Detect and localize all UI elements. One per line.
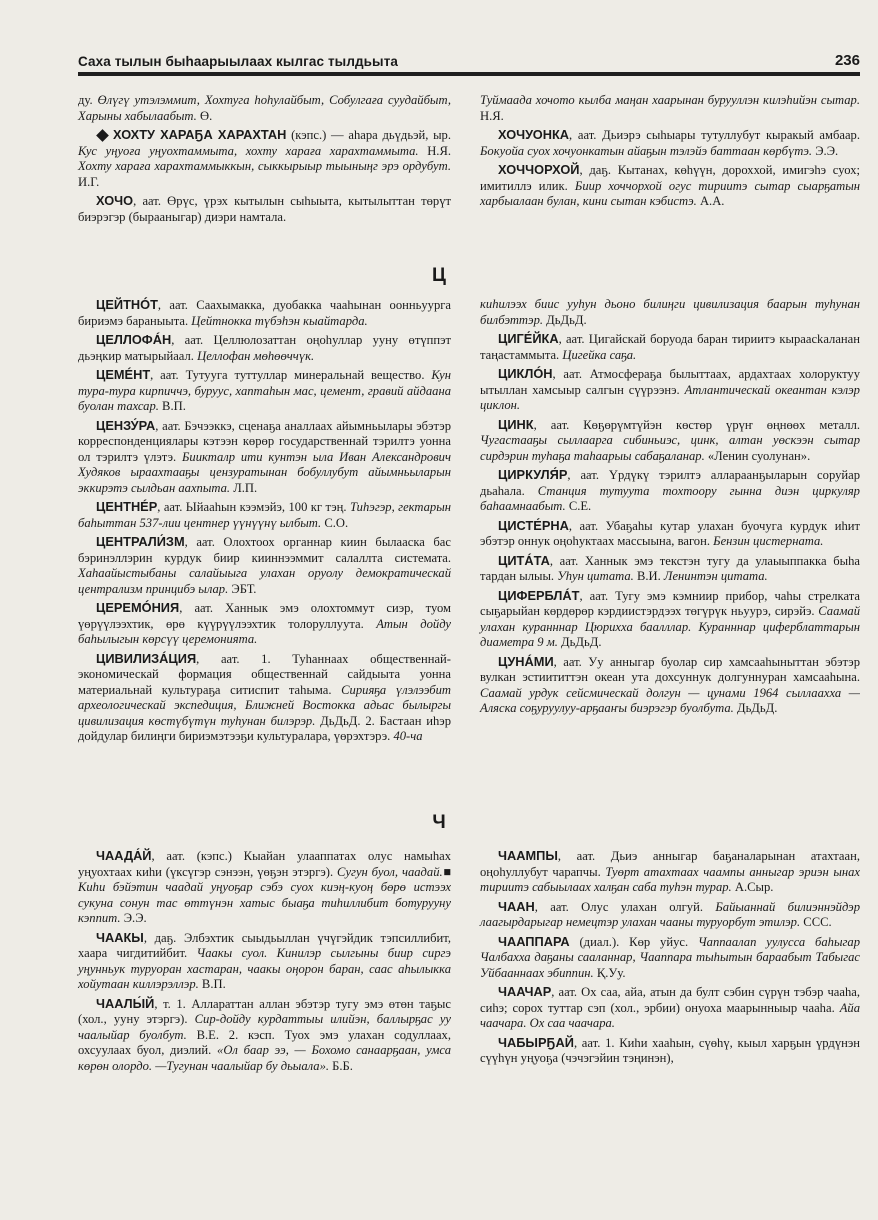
entry-example: Цейтнокка түбэhэн кыайтарда. bbox=[191, 313, 368, 328]
entry-grammar: , аат. bbox=[179, 601, 214, 615]
entry-definition: Көр уйус. bbox=[619, 934, 698, 949]
dictionary-entry bbox=[480, 127, 860, 159]
entry-example: Чаппаалап уулусса баhыгар Чалбахха даҕаны сааланнар, Чааппара тыhытын барaабыт Табыгас Уйбааннаах эбиппин. bbox=[480, 934, 860, 980]
entry-example: Чугастааҕы сыллаарга сибиньиэс, цинк, алтан уөскээн сытар сирдэрин туhаҕа таhаарыы сабаҕаланар. bbox=[480, 433, 860, 463]
entry-definition: Олус улахан олгуй. bbox=[568, 899, 716, 914]
entry-source: ДьДьД. bbox=[543, 312, 587, 327]
entry-source: В.И. bbox=[633, 569, 664, 583]
entry-example: Атын дойду баhылыгын көрсүү церемонията. bbox=[78, 616, 451, 646]
dictionary-entry bbox=[78, 499, 451, 531]
entry-grammar: , даҕ. bbox=[579, 163, 612, 177]
entry-example: Туөрт атахтаах чаампы анныгар эриэн ынах тириитэ сабыылаах халҕан саба туhэн турар. bbox=[480, 864, 860, 894]
dictionary-entry bbox=[78, 367, 451, 415]
entry-example: Биир хоччорхой огус тириитэ сытар сыарҕатын харбыалаан булан, кини сытан кэбистэ. bbox=[480, 178, 861, 208]
entry-grammar: , аат. bbox=[133, 194, 161, 208]
entry-example: Айа чаачара. Ох саа чаачара. bbox=[480, 1000, 860, 1030]
entry-definition: Саахымакка, дуобакка чааhынан оонньуурга бириэмэ бараныыта. bbox=[78, 298, 452, 328]
running-title: Саха тылын быһаарыылаах кылгас тылдьыта bbox=[78, 54, 399, 69]
dictionary-entry bbox=[480, 553, 860, 585]
dictionary-entry bbox=[78, 651, 451, 745]
entry-example: Атлантическай океантан кэлэр циклон. bbox=[480, 382, 860, 412]
entry-example: Станция тутуута тохтоору гынна диэн циркуляр баhаамнаабыт. bbox=[480, 483, 860, 513]
entry-source: Қ.Уу. bbox=[593, 965, 626, 980]
dictionary-entry bbox=[480, 297, 860, 328]
entry-example: Кун тура-тура кирпиччэ, бурууc, хаптаhын мас, цемент, гравий айдаана буолан тахсар. bbox=[78, 368, 452, 413]
entry-example: Байыаннай билиэннэйдэр лаагырдарыгар немецтэр улахан чааны туруорбут этилэр. bbox=[480, 899, 861, 929]
dictionary-entry bbox=[480, 417, 860, 465]
entry-headword: ЧААМПЫ bbox=[498, 848, 558, 863]
entry-source: А.А. bbox=[696, 194, 725, 208]
entry-headword: ЦЕНТНÉР bbox=[96, 499, 158, 514]
entry-definition: Целлюлозаттан оңоhуллар ууну өтүппэт дьэңкир матырыйаал. bbox=[78, 333, 452, 363]
entry-source: ДьДьД. bbox=[315, 713, 366, 728]
entry-headword: ЦЕНТРАЛИ́ЗМ bbox=[96, 534, 185, 549]
entry-source: ЭБТ. bbox=[228, 581, 257, 596]
dictionary-entry bbox=[78, 127, 451, 190]
entry-definition: Олохтоох органнар киин былааска бас бэринэллэрин курдук биир кииннээммит салаллта систематa. bbox=[78, 535, 451, 565]
entry-definition: Өрүс, үрэх кытылын сыhыыта, кытылыттан төрүт биэрэгэр (бырааныгар) диэри намтала. bbox=[78, 194, 451, 224]
dictionary-entry bbox=[480, 467, 860, 515]
entry-grammar: , аат. bbox=[196, 651, 240, 666]
entry-grammar: , аат. bbox=[553, 654, 582, 669]
entry-source: Н.Я. bbox=[480, 108, 504, 123]
block3-left-column bbox=[78, 848, 451, 1077]
entry-source: А.Сыр. bbox=[731, 880, 774, 894]
entry-grammar: , аат. bbox=[579, 588, 609, 603]
entry-source: Л.П. bbox=[230, 480, 258, 495]
entry-source: Э.Э. bbox=[120, 911, 147, 925]
entry-source: Н.Я. bbox=[418, 143, 451, 158]
entry-headword: ЧААЧАР bbox=[498, 984, 552, 999]
entry-definition: Дьиэ анныгар баҕаналарынан атахтаан, оңоhуллубут чарапчы. bbox=[480, 849, 860, 879]
dictionary-entry bbox=[78, 600, 451, 648]
square-bullet-icon: ■ bbox=[442, 864, 452, 879]
header-rule bbox=[78, 72, 860, 76]
entry-grammar: , аат. bbox=[157, 298, 188, 312]
entry-example: Сугун буол, чаадай. bbox=[337, 864, 443, 879]
entry-headword: ХОЧЧОРХОЙ bbox=[498, 162, 580, 177]
entry-headword: ХОХТУ ХАРАҔА ХАРАХТАН bbox=[113, 127, 287, 142]
entry-definition: Элбэхтик сыыдьыллан үчүгэйдик тэпсиллибит, хаара чигдитийбит. bbox=[78, 930, 452, 960]
entry-grammar: , аат. bbox=[157, 500, 183, 514]
entry-definition: Цигайскай боруода баран тириитэ кыраасkаланан таңастаммыта. bbox=[480, 332, 861, 362]
dictionary-entry bbox=[78, 418, 451, 497]
entry-definition: 1. Туhаннаах общественнай-экономическай формация общественнай сайдыыта уонна материальнай культураҕа ситиспит таhыма. bbox=[78, 651, 451, 697]
dictionary-entry bbox=[78, 996, 451, 1075]
entry-example: Өлүгү утэлэммит, Хохтуга hоhулайбыт, Собулгаға суудайбыт, Харыны хабылаабыт. bbox=[78, 93, 452, 123]
block2-right-column bbox=[480, 297, 860, 720]
entry-definition: Тутууга туттуллар минеральнай вещество. bbox=[178, 368, 432, 382]
entry-grammar: , аат. bbox=[552, 367, 582, 381]
entry-headword: ЧААЛЫ́Й bbox=[96, 995, 155, 1011]
entry-example: Хохту хараға харахтаммыккын, сыккырыыр тыыныңг эрэ ордубут. bbox=[78, 159, 451, 173]
dictionary-entry bbox=[480, 848, 860, 896]
entry-definition: Ханнык эмэ олохтоммут сиэр, туом үөрүүлээхтик, өрө күүрүүлээхтик толоруллуута. bbox=[78, 601, 452, 631]
entry-definition: — аhара дьүдьэй, ыр. bbox=[326, 128, 451, 142]
entry-headword: ЧААКЫ bbox=[96, 929, 144, 945]
entry-definition: Ыйааhын кээмэйэ, 100 кг тэң. bbox=[182, 500, 350, 514]
entry-headword: ХОЧО bbox=[96, 193, 134, 208]
page-number: 236 bbox=[834, 52, 860, 69]
entry-example: киhилээх биис ууhун дьоно билиңги цивилизация баарын туhунан билбэттэр. bbox=[480, 297, 860, 327]
entry-definition: Бэчээккэ, сценаҕа аналлаах айымньылары эбэтэр корреспонденциялары кэтээн көрөр государственнай тэрилтэ уонна ол тэрилтэ үлэтэ. bbox=[78, 418, 452, 464]
entry-grammar: , аат. bbox=[557, 849, 596, 863]
entry-source: ССС. bbox=[800, 915, 832, 929]
entry-headword: ЦЕМÉНТ bbox=[96, 367, 151, 382]
dictionary-entry bbox=[480, 162, 860, 210]
dictionary-entry bbox=[480, 93, 860, 124]
entry-source: В.П. bbox=[198, 977, 226, 991]
entry-source: «Ленин суолунан». bbox=[704, 448, 811, 463]
entry-source: С.О. bbox=[321, 515, 349, 530]
entry-source: Б.Б. bbox=[329, 1058, 353, 1073]
entry-grammar: , аат. bbox=[568, 518, 599, 533]
entry-definition: Кыайан улааппатах олус намыhах уңуохтаах киhи (үксүгэр сэнээн, үөҕэн этэргэ). bbox=[78, 849, 451, 879]
entry-grammar: , аат. bbox=[150, 368, 179, 382]
entry-source: Ө. bbox=[196, 108, 213, 123]
entry-definition: Ох саа, айа, атын да булт сэбин сүрүн тэбэр чааhа, сиhэ; сорох туттар сэп (хол., эрбии) онуоха маарынныыр чааhа. bbox=[480, 985, 861, 1015]
entry-example: Бокуойа суох хочуонкатын айаҕын тэлэйэ баттаан көрбүтэ. bbox=[480, 143, 813, 158]
entry-example: Сир-дойду курдаттыы илийэн, баллырҕас уу чаалыйар буолбут. bbox=[78, 1012, 451, 1042]
entry-example: Уhун цитата. bbox=[557, 569, 634, 583]
entry-definition: 2. Бастаан иhэр дойдулар билиңги бириэмэтээҕи культуралара, үөрэхтэрэ. bbox=[78, 713, 451, 743]
dictionary-entry bbox=[480, 984, 860, 1032]
dictionary-entry bbox=[480, 1035, 860, 1067]
entry-continuation: ду. bbox=[78, 93, 98, 107]
entry-grammar: (кэпс.) bbox=[286, 128, 327, 142]
entry-grammar: , аат. bbox=[573, 1035, 601, 1050]
entry-headword: ЦЕЙТНÓТ bbox=[96, 297, 158, 312]
dictionary-entry bbox=[480, 588, 860, 651]
entry-grammar: , аат. bbox=[549, 553, 579, 568]
entry-headword: ЦИВИЛИЗÁЦИЯ bbox=[96, 650, 197, 666]
entry-example: Туймаада хочото кылба маңан хаарынан бурууллэн килэhийэн сытар. bbox=[480, 93, 860, 107]
entry-example: Бензин цистерната. bbox=[713, 534, 824, 548]
entry-example: Хаhаайыстыбаны салайыыга улахан оруолу демократическай централизм принцибэ ылар. bbox=[78, 566, 451, 596]
dictionary-entry bbox=[78, 534, 451, 597]
entry-grammar: , даҕ. bbox=[143, 930, 177, 945]
entry-source: ДьДьД. bbox=[557, 635, 602, 649]
entry-headword: ХОЧУОНКА bbox=[498, 127, 570, 142]
entry-source: Э.Э. bbox=[812, 143, 839, 158]
entry-grammar: , аат. bbox=[551, 985, 578, 999]
block2-left-column bbox=[78, 297, 451, 748]
entry-source: И.Г. bbox=[78, 174, 100, 189]
block3-right-column bbox=[480, 848, 860, 1070]
entry-grammar: , аат. (кэпс.) bbox=[151, 849, 232, 863]
entry-example: Киhи бэйэтин чаадай уңуоҕар сэбэ суох киэң-куоң бөрө истээх сукуна сонун тас өттүнэн хатыс быаҕа тиhиллибит ботурууну кэппит. bbox=[78, 880, 451, 925]
dictionary-entry bbox=[480, 934, 860, 982]
entry-headword: ЧАБЫРҔАЙ bbox=[498, 1034, 574, 1050]
dictionary-entry bbox=[78, 193, 451, 225]
entry-example: Чаакы суол. Кинилэр сылгыны биир сиргэ уңунньук туруоран хастаран, чаакы оңорон баран, саас аhылыкка хойутаан киллэрэллэр. bbox=[78, 946, 451, 991]
block1-right-column bbox=[480, 93, 860, 213]
dictionary-entry bbox=[78, 930, 451, 993]
entry-grammar: , аат. bbox=[184, 535, 215, 549]
entry-definition: Көҕөрүмтүйэн көстөр үрүҥ өңнөөх металл. bbox=[569, 417, 860, 432]
entry-grammar: , аат. bbox=[533, 417, 570, 432]
entry-grammar: , аат. bbox=[569, 128, 597, 142]
dictionary-entry bbox=[78, 297, 451, 329]
entry-definition: Атмосфераҕа былыттаах, ардахтаах холоруктуу ытыллан хамсыыр салгын сүүрээнэ. bbox=[480, 367, 860, 397]
section-letter-ch: Ч bbox=[432, 812, 446, 833]
entry-source: В.П. bbox=[158, 399, 186, 413]
entry-grammar: (диал.). bbox=[569, 934, 620, 949]
diamond-bullet-icon bbox=[96, 129, 109, 142]
entry-definition: 1. Аллараттан аллан эбэтэр тугу эмэ өтөн таҕыс (хол., ууну этэргэ). bbox=[78, 996, 451, 1026]
entry-definition: Үрдүкү тэрилтэ аллараанҕыларын соруйар дьаhала. bbox=[480, 468, 860, 498]
entry-example: Тиhэгэр, гектарын баhыттан 537-лии центнер үүнүүнү ылбыт. bbox=[78, 500, 451, 530]
entry-headword: ЦИФЕРБЛÁТ bbox=[498, 587, 580, 603]
dictionary-entry bbox=[480, 518, 860, 550]
entry-headword: ЧААН bbox=[498, 898, 535, 914]
entry-example: Цигейка саҕа. bbox=[562, 347, 637, 362]
entry-grammar: , аат. bbox=[171, 333, 204, 347]
block1-left-column bbox=[78, 93, 451, 228]
entry-example: Кус уңуоға уңуохтаммыта, хохту хараға харахтаммыта. bbox=[78, 143, 419, 158]
entry-grammar: , аат. bbox=[567, 468, 599, 482]
entry-grammar: , аат. bbox=[558, 332, 585, 346]
entry-grammar: , аат. bbox=[155, 418, 181, 433]
entry-definition: Кытанах, көhүүн, дороххой, имигэhэ суох; имитиллэ илик. bbox=[480, 163, 860, 193]
entry-headword: ЦЕНЗУ́РА bbox=[96, 417, 156, 433]
entry-example: Ленинтэн цитата. bbox=[663, 569, 768, 583]
entry-definition: Тугу эмэ кэмниир прибор, чаhы стрелката сыҕарыйан көрдөрөр кэрдиистэрдээх төгүрүк ньуурэ, сирэйэ. bbox=[480, 588, 860, 618]
entry-grammar: , т. bbox=[154, 996, 171, 1011]
entry-definition: Убаҕаhы кутар улахан буочуга курдук иhит эбэтэр оннук оңоhуктаах массыына, вагон. bbox=[480, 518, 860, 548]
entry-headword: ЦЕЛЛОФÁН bbox=[96, 332, 172, 347]
entry-headword: ЦЕРЕМÓНИЯ bbox=[96, 600, 180, 615]
entry-headword: ЦУНÁМИ bbox=[498, 653, 554, 669]
entry-definition: Ханнык эмэ текстэн тугу да улаыыппакка быhа тардан ылыы. bbox=[480, 553, 860, 583]
entry-headword: ЧААППАРА bbox=[498, 933, 570, 949]
entry-source: ДьДьД. bbox=[733, 701, 778, 715]
entry-example: Саамай улахан куранннар Цюрихха баалллар. Куранннар циферблаттарын диаметра 9 м. bbox=[480, 604, 860, 649]
entry-headword: ЦИСТЕ́РНА bbox=[498, 517, 569, 533]
entry-example: Целлофан мөhөөччүк. bbox=[197, 348, 315, 363]
entry-definition: 2. кэсп. Туох эмэ улахан содуллаах, охсуулаах буол, диэлий. bbox=[78, 1027, 452, 1057]
entry-headword: ЦИРКУЛЯ́Р bbox=[498, 467, 568, 482]
dictionary-entry bbox=[480, 331, 860, 363]
entry-example: 40-ча bbox=[393, 729, 423, 743]
entry-source: С.Е. bbox=[565, 499, 592, 513]
dictionary-entry bbox=[78, 848, 451, 927]
dictionary-entry bbox=[78, 93, 451, 124]
entry-grammar: , аат. bbox=[534, 899, 569, 914]
entry-headword: ЦИТÁТА bbox=[498, 552, 550, 568]
entry-headword: ЦИКЛÓН bbox=[498, 366, 553, 381]
dictionary-entry bbox=[480, 366, 860, 414]
entry-definition: Уу анныгар буолар сир хамсааhыныттан эбэтэр вулкан эстиититтэн океан ута дохсуннук долгуннуран хамсааhына. bbox=[480, 654, 861, 684]
entry-example: Сирияҕа үлэлээбит археологическай экспедиция, Ближней Востокка адьас былыргы цивилизация көстүбүтүн туhунан билэрэр. bbox=[78, 682, 451, 728]
entry-example: Саамай урдук сейсмическай долгун — цунами 1964 сыллаахха — Аляска соҕуруулуу-арҕааҥы биэрэгэр буолбута. bbox=[480, 685, 860, 715]
section-letter-ts: Ц bbox=[432, 265, 446, 286]
entry-headword: ЦИГЕ́ЙКА bbox=[498, 331, 559, 346]
entry-definition: Дьиэрэ сыhыары тутуллубут кыракый амбаар. bbox=[596, 128, 860, 142]
page-header bbox=[78, 50, 860, 78]
entry-source: В.Е. bbox=[186, 1027, 229, 1042]
dictionary-entry bbox=[480, 654, 860, 717]
dictionary-entry bbox=[78, 332, 451, 364]
dictionary-entry bbox=[480, 899, 860, 931]
entry-definition: 1. Киhи хааhын, сүөhү, кыыл харҕын үрдүнэн сүүhүн уңуоҕа (чэчэгэйин тэңинэн), bbox=[480, 1035, 860, 1065]
entry-example: «Ол баар ээ, — Бохомо санаарҕаан, умса көрөн олордо. —Тугунан чаалыйар бу дьыала». bbox=[78, 1043, 451, 1073]
entry-headword: ЧААДА́Й bbox=[96, 848, 152, 863]
entry-headword: ЦИНК bbox=[498, 416, 534, 432]
entry-example: Биикталр ити кунтэн ыла Иван Александрович Худяков ыраахтааҕы цензуратынан бобуллубут айымньыларын эккирэтэ сылдьан аахпыта. bbox=[78, 449, 451, 495]
